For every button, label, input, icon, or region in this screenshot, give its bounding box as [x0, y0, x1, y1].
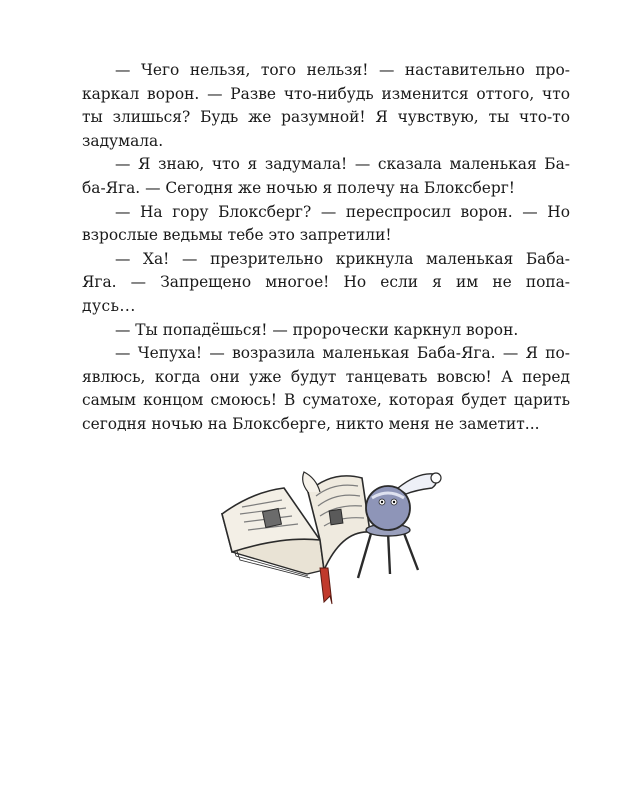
- text-line: каркал ворон. — Разве что-нибудь изменится оттого, что: [82, 84, 570, 103]
- text-line: взрослые ведьмы тебе это запретили!: [82, 226, 392, 245]
- text-line: ты злишься? Будь же разумной! Я чувствую, ты что-то: [82, 108, 570, 127]
- text-line: — Ха! — презрительно крикнула маленькая Баба-: [115, 249, 570, 268]
- text-line: — Я знаю, что я задумала! — сказала маленькая Ба-: [115, 155, 570, 174]
- text-line: ба-Яга. — Сегодня же ночью я полечу на Блоксберг!: [82, 178, 515, 197]
- illustration-svg: [212, 452, 442, 622]
- text-line: сегодня ночью на Блоксберге, никто меня не заметит...: [82, 414, 540, 433]
- page-picture-icon: [329, 509, 343, 525]
- text-line: — Ты попадёшься! — пророчески каркнул ворон.: [115, 320, 519, 339]
- page-picture-icon: [263, 509, 282, 528]
- text-line: явлюсь, когда они уже будут танцевать вовсю! А перед: [82, 367, 570, 386]
- text-line: — Чепуха! — возразила маленькая Баба-Яга. — Я по-: [115, 344, 570, 363]
- text-line: Яга. — Запрещено многое! Но если я им не попа-: [82, 273, 570, 292]
- text-line: — На гору Блоксберг? — переспросил ворон. — Но: [115, 202, 570, 221]
- bookmark-ribbon: [320, 568, 332, 604]
- text-line: задумала.: [82, 131, 164, 150]
- text-line: самым концом смоюсь! В суматохе, которая будет царить: [82, 391, 570, 410]
- story-text: [82, 59, 570, 437]
- text-line: — Чего нельзя, того нельзя! — наставительно про-: [115, 61, 570, 79]
- text-line: дусь...: [82, 296, 136, 315]
- book-and-raven-illustration: [212, 452, 442, 622]
- raven-figure: [358, 473, 441, 578]
